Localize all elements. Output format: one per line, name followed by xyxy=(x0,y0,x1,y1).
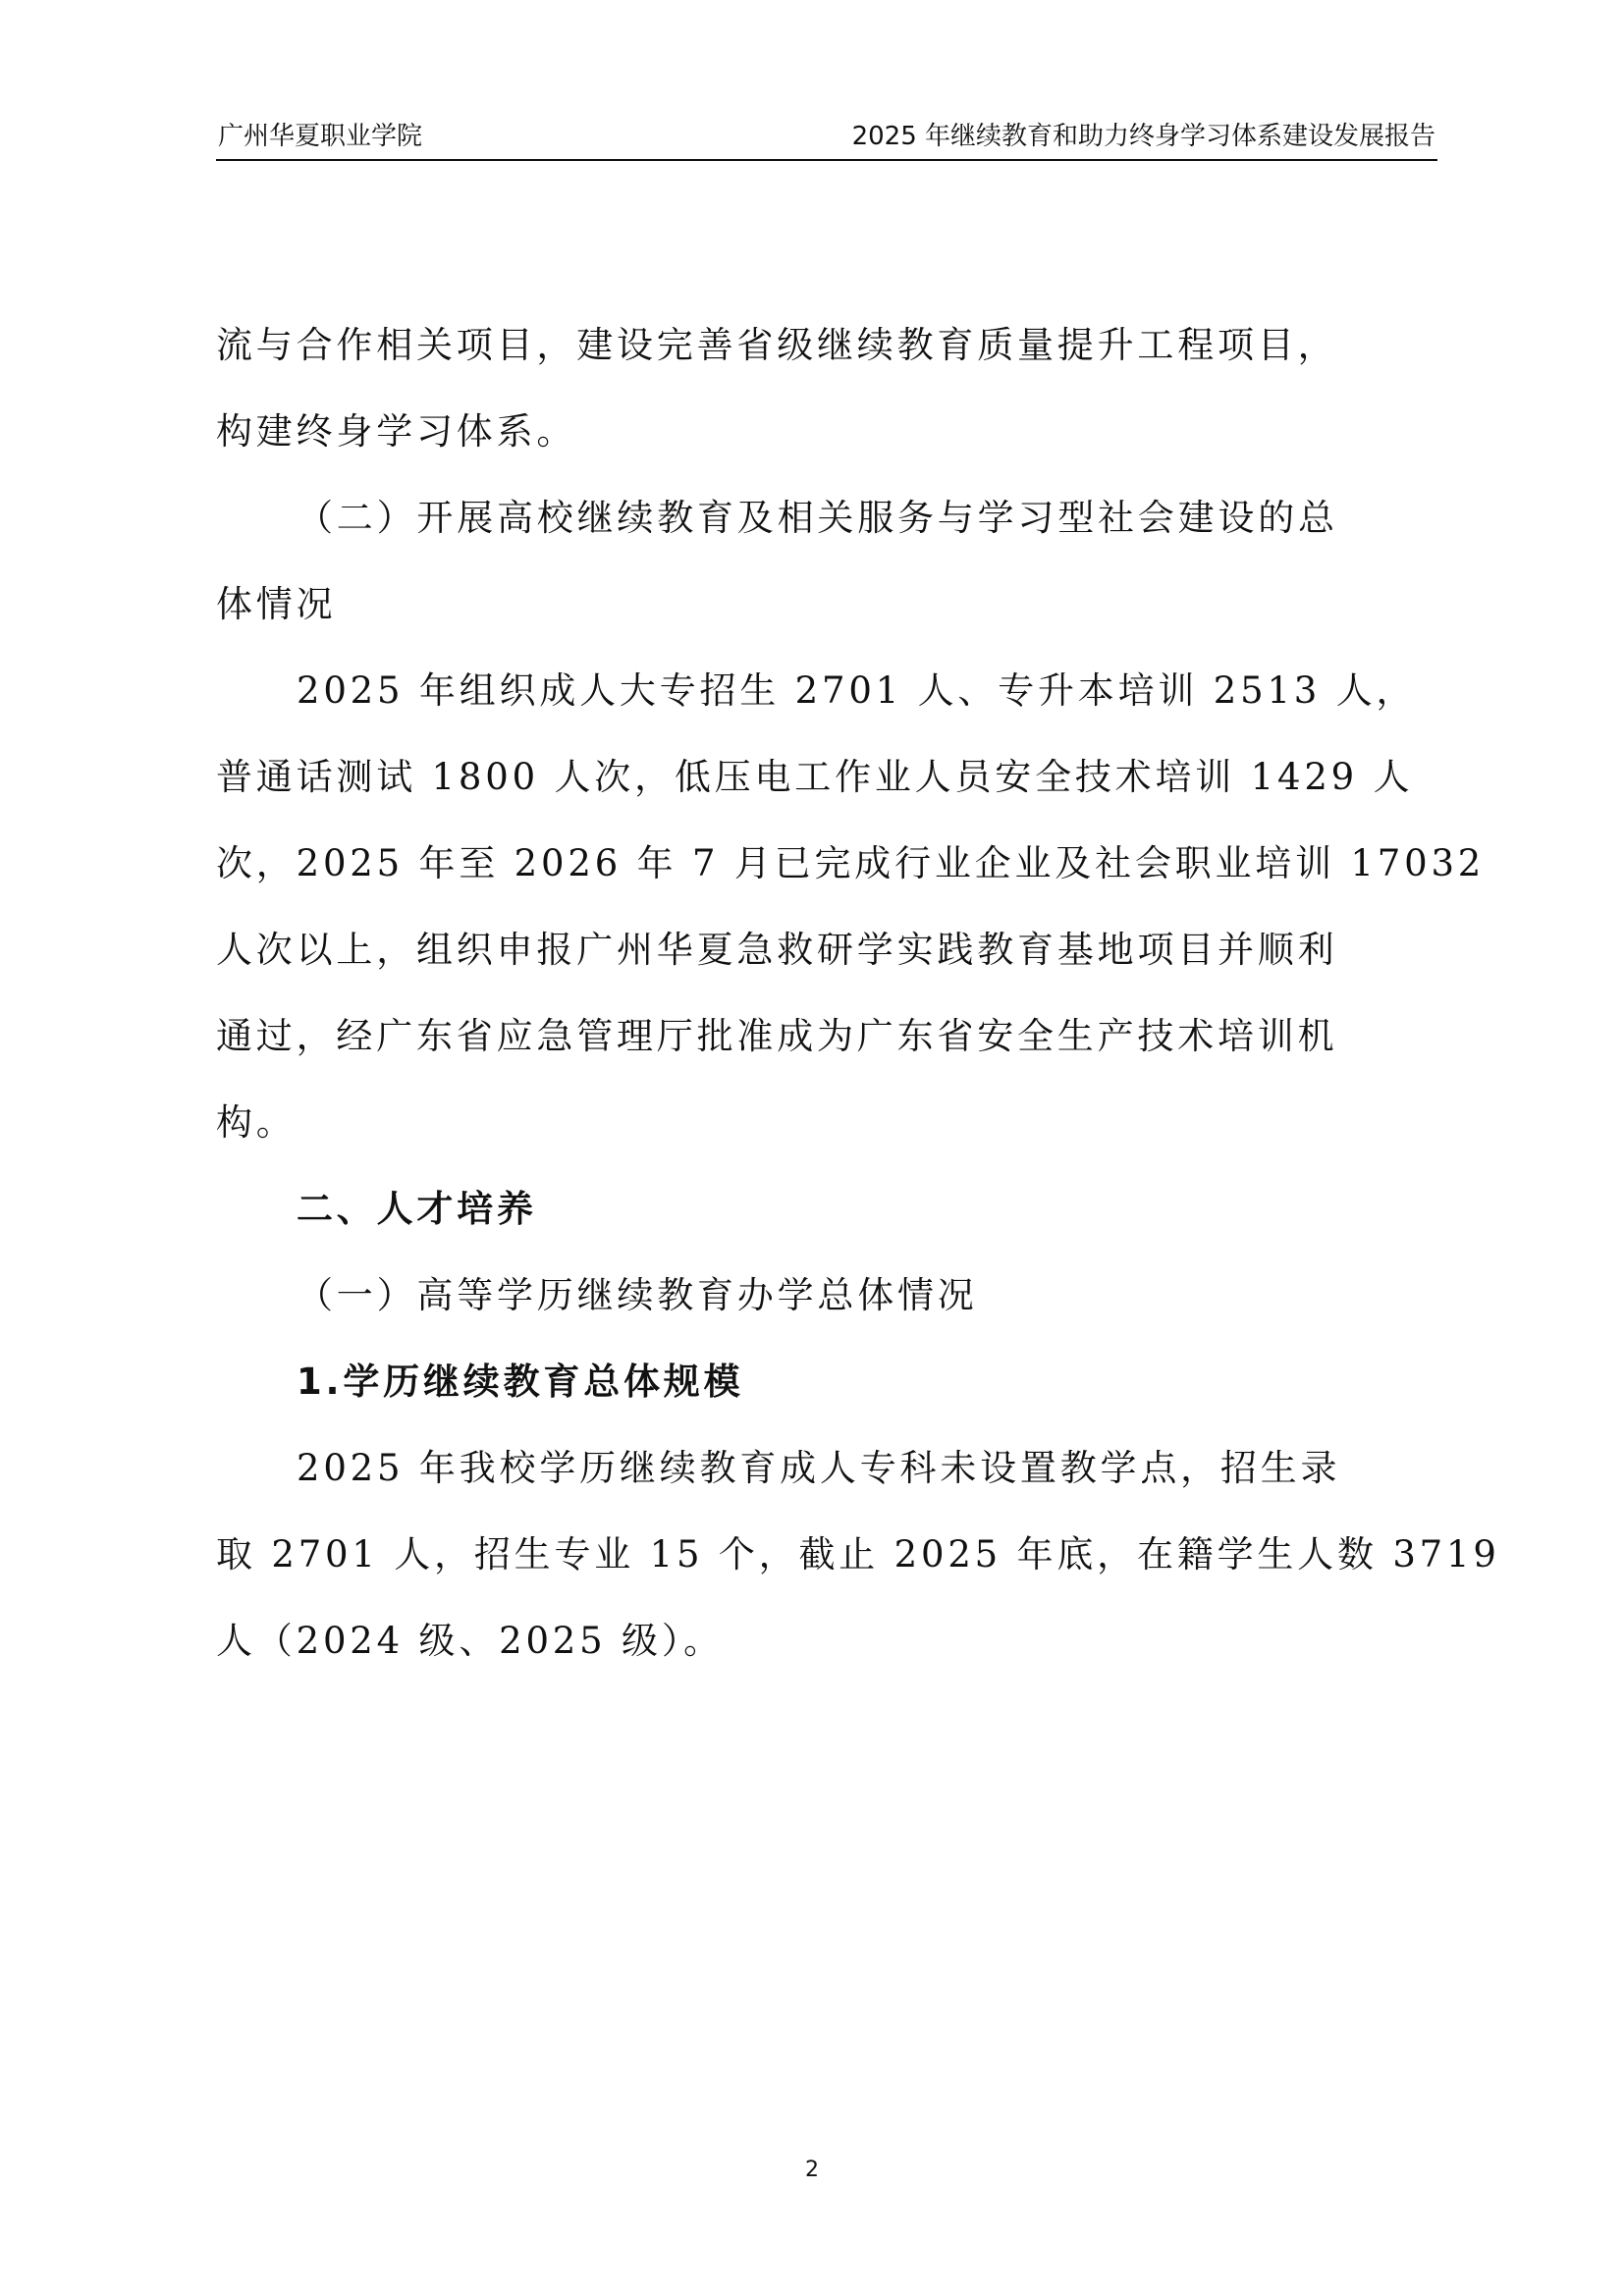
paragraph-line: 构。 xyxy=(216,1101,297,1144)
paragraph-line: 人次以上，组织申报广州华夏急救研学实践教育基地项目并顺利 xyxy=(216,929,1338,971)
paragraph-line: 通过，经广东省应急管理厅批准成为广东省安全生产技术培训机 xyxy=(216,1015,1338,1057)
paragraph-line: 2025 年组织成人大专招生 2701 人、专升本培训 2513 人， xyxy=(297,669,1417,712)
page-number: 2 xyxy=(805,2158,819,2182)
paragraph-line: 2025 年我校学历继续教育成人专科未设置教学点，招生录 xyxy=(297,1447,1341,1489)
numbered-heading: 1.学历继续教育总体规模 xyxy=(297,1361,744,1403)
header-institution-name: 广州华夏职业学院 xyxy=(218,122,423,151)
subsection-heading: （一）高等学历继续教育办学总体情况 xyxy=(297,1274,978,1316)
subsection-heading: （二）开展高校继续教育及相关服务与学习型社会建设的总 xyxy=(297,497,1338,539)
paragraph-line: 人（2024 级、2025 级）。 xyxy=(216,1620,724,1662)
paragraph-line: 流与合作相关项目，建设完善省级继续教育质量提升工程项目， xyxy=(216,324,1338,366)
paragraph-line: 次，2025 年至 2026 年 7 月已完成行业企业及社会职业培训 17032 xyxy=(216,842,1486,884)
paragraph-line: 取 2701 人，招生专业 15 个，截止 2025 年底，在籍学生人数 3719 xyxy=(216,1533,1500,1575)
section-heading: 二、人才培养 xyxy=(297,1188,537,1230)
paragraph-line: 构建终身学习体系。 xyxy=(216,410,577,453)
subsection-heading-continued: 体情况 xyxy=(216,583,337,625)
document-body xyxy=(216,302,1500,1684)
page-header xyxy=(216,110,1437,161)
paragraph-line: 普通话测试 1800 人次，低压电工作业人员安全技术培训 1429 人 xyxy=(216,756,1414,798)
header-report-title: 2025 年继续教育和助力终身学习体系建设发展报告 xyxy=(851,122,1435,151)
